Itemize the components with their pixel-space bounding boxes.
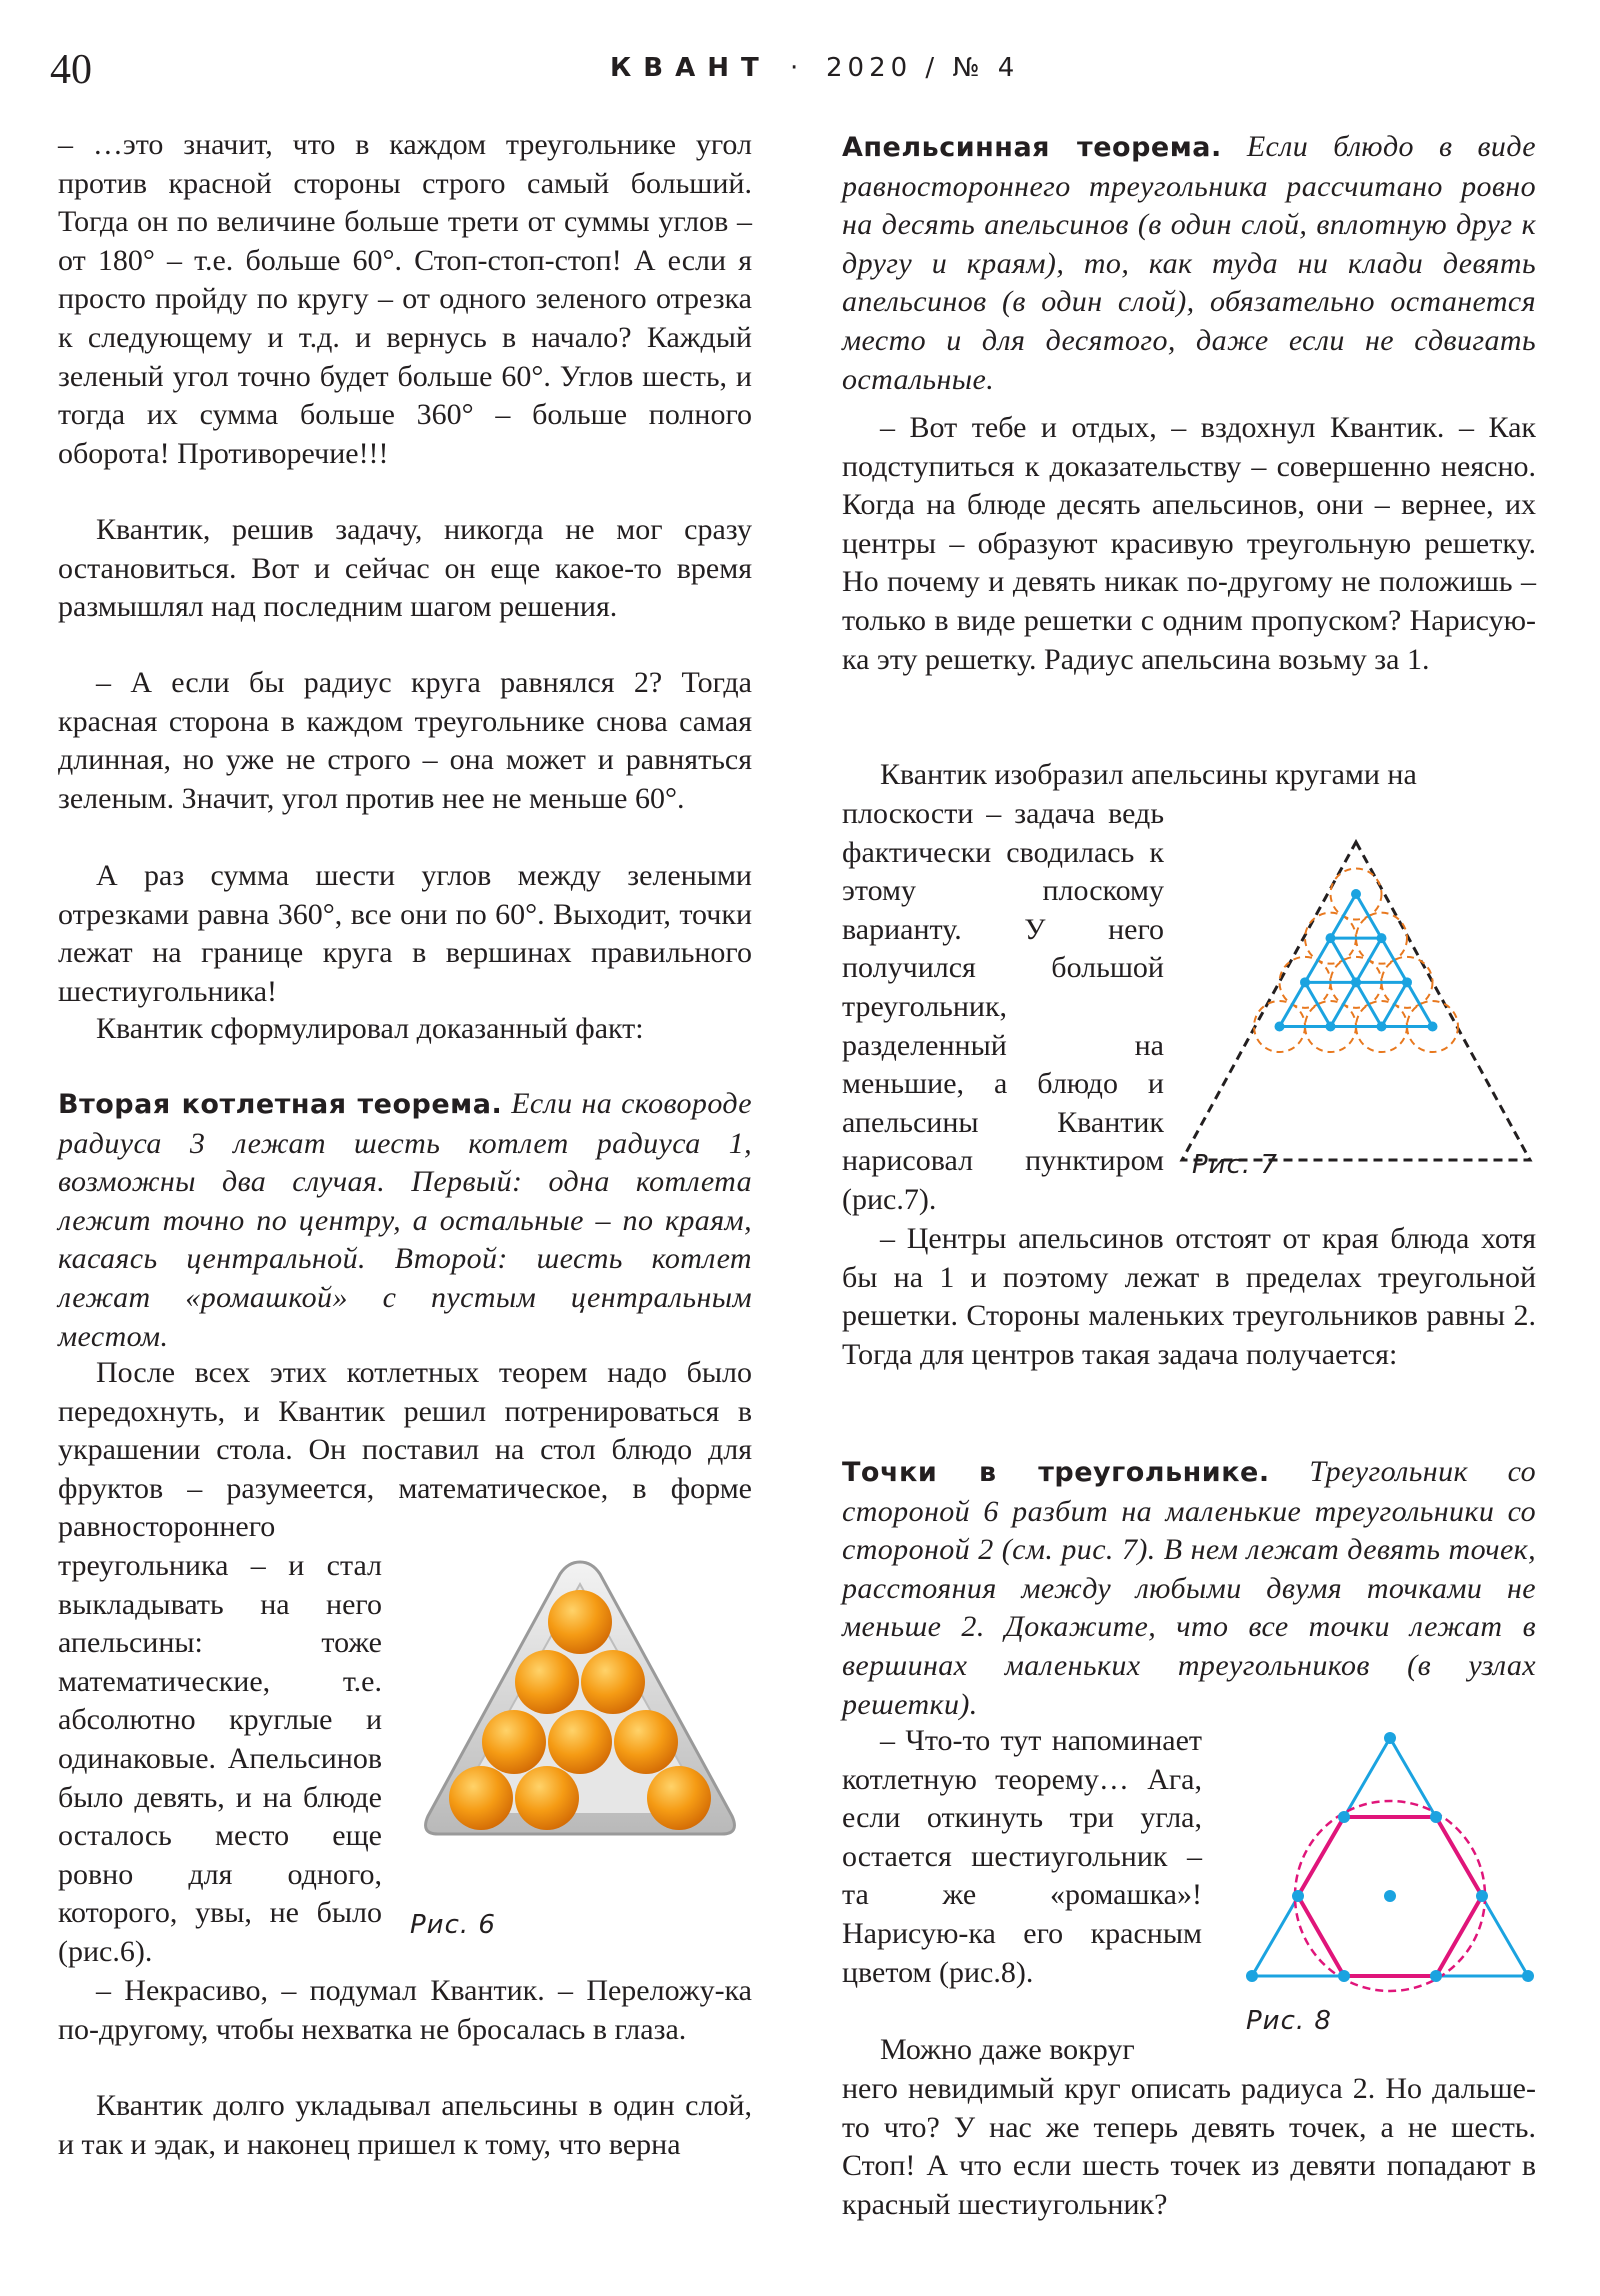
theorem-orange-title: Апельсинная теорема. [842,132,1222,163]
left-paragraph-5: Квантик сформулировал доказанный факт: [96,1012,644,1045]
theorem-orange-text: Если блюдо в виде равностороннего треугольника рассчитано ровно на десять апельсинов (в один слой, вплотную друг к другу и краям), то, как туда ни клади девять апельсинов (в один слой), обязательно останется место и для десятого, даже если не сдвигать остальные. [842,130,1536,396]
left-paragraph-4: А раз сумма шести углов между зелеными отрезками равна 360°, все они по 60°. Выходит, точки лежат на границе круга в вершинах правильного шестиугольника! [58,859,752,1008]
right-paragraph-7: него невидимый круг описать радиуса 2. Но дальше-то что? У нас же теперь девять точек, а не шесть. Стоп! А что если шесть точек из девяти попадают в красный шестиугольник? [842,2072,1536,2221]
figure-8-caption: Рис. 8 [1246,2006,1332,2036]
theorem-points-title: Точки в треугольнике. [842,1457,1270,1488]
orange [548,1590,612,1654]
right-paragraph-6: Можно даже вокруг [880,2033,1135,2066]
right-paragraph-4: – Центры апельсинов отстоят от края блюда хотя бы на 1 и поэтому лежат в пределах треугольной решетки. Стороны маленьких треугольников равны 2. Тогда для центров такая задача получается: [842,1222,1536,1371]
lattice-node [1428,1022,1438,1032]
lattice-line [1382,982,1408,1026]
orange [482,1710,546,1774]
right-paragraph-3: плоскости – задача ведь фактически сводилась к этому плоскому варианту. У него получился большой треугольник, разделенный на меньшие, а блюдо и апельсины Квантик нарисовал пунктиром (рис.7). [842,797,1164,1216]
left-paragraph-7: треугольника – и стал выкладывать на него апельсины: тоже математические, т.е. абсолютно круглые и одинаковые. Апельсинов было девять, и на блюде осталось место еще ровно для одного, которого, увы, не было (рис.6). [58,1549,382,1968]
figure-8-hexagon [1240,1730,1540,2000]
orange [647,1766,711,1830]
orange [614,1710,678,1774]
orange [581,1650,645,1714]
theorem-orange [842,128,1536,399]
left-paragraph-6: После всех этих котлетных теорем надо было передохнуть, и Квантик решил потренироваться в украшении стола. Он поставил на стол блюдо для фруктов – разумеется, математическое, в форме равностороннего [58,1356,752,1544]
node [1384,1732,1396,1744]
lattice-lines [1280,894,1433,1027]
lattice-node [1377,1022,1387,1032]
node [1430,1970,1442,1982]
node [1246,1970,1258,1982]
lattice-node [1300,977,1310,987]
node [1338,1811,1350,1823]
right-paragraph-2: Квантик изобразил апельсины кругами на [880,758,1417,791]
left-paragraph-8: – Некрасиво, – подумал Квантик. – Переложу-ка по-другому, чтобы нехватка не бросалась в глаза. [58,1974,752,2046]
orange [449,1766,513,1830]
figure-7-caption: Рис. 7 [1192,1150,1278,1180]
lattice-node [1275,1022,1285,1032]
lattice-node [1402,977,1412,987]
issue-number: 2020 / № 4 [826,53,1020,83]
header-separator: · [790,53,799,83]
lattice-node [1377,933,1387,943]
lattice-node [1351,889,1361,899]
big-triangle [1252,1738,1528,1976]
figure-6-orange-tray [410,1550,750,1890]
node [1292,1890,1304,1902]
theorem-points [842,1453,1536,1724]
lattice-node [1351,977,1361,987]
left-paragraph-9: Квантик долго укладывал апельсины в один слой, и так и эдак, и наконец пришел к тому, что верна [58,2089,752,2161]
center-node [1384,1890,1396,1902]
node [1338,1970,1350,1982]
right-paragraph-5: – Что-то тут напоминает котлетную теорему… Ага, если откинуть три угла, остается шестиугольник – та же «ромашка»! Нарисую-ка его красным цветом (рис.8). [842,1724,1202,1989]
left-paragraph-3: – А если бы радиус круга равнялся 2? Тогда красная сторона в каждом треугольнике снова самая длинная, но уже не строго – она может и равняться зеленым. Значит, угол против нее не меньше 60°. [58,666,752,815]
journal-title: КВАНТ [610,53,771,83]
lattice-node [1326,933,1336,943]
orange [515,1650,579,1714]
figure-7-triangular-lattice [1160,830,1540,1170]
page-number: 40 [50,47,92,93]
right-paragraph-1: – Вот тебе и отдых, – вздохнул Квантик. – Как подступиться к доказательству – совершенно неясно. Когда на блюде десять апельсинов, они – вернее, их центры – образуют красивую треугольную решетку. Но почему и девять никак по-другому не положишь – только в виде решетки с одним пропуском? Нарисую-ка эту решетку. Радиус апельсина возьму за 1. [842,411,1536,676]
theorem-cutlet-2 [58,1085,752,1356]
figure-6-caption: Рис. 6 [410,1910,496,1940]
node [1522,1970,1534,1982]
left-paragraph-2: Квантик, решив задачу, никогда не мог сразу остановиться. Вот и сейчас он еще какое-то время размышлял над последним шагом решения. [58,513,752,624]
theorem-points-text: Треугольник со стороной 6 разбит на маленькие треугольники со стороной 2 (см. рис. 7). В нем лежат девять точек, расстояния между любыми двумя точками не меньше 2. Докажите, что все точки лежат в вершинах маленьких треугольников (в узлах решетки). [842,1455,1536,1721]
orange [548,1710,612,1774]
left-paragraph-1: – …это значит, что в каждом треугольнике угол против красной стороны строго самый больший. Тогда он по величине больше трети от суммы углов – от 180° – т.е. больше 60°. Стоп-стоп-стоп! А если я просто пройду по кругу – от одного зеленого отрезка к следующему и т.д. и вернусь в начало? Каждый зеленый угол точно будет больше 60°. Углов шесть, и тогда их сумма больше 360° – больше полного оборота! Противоречие!!! [58,128,752,470]
hexagon-points [1246,1732,1534,1982]
lattice-node [1326,1022,1336,1032]
node [1430,1811,1442,1823]
orange [515,1766,579,1830]
theorem-cutlet-2-text: Если на сковороде радиуса 3 лежат шесть котлет радиуса 1, возможны два случая. Первый: одна котлета лежит точно по центру, а остальные – по краям, касаясь центральной. Второй: шесть котлет лежат «ромашкой» с пустым центральным местом. [58,1087,752,1353]
node [1476,1890,1488,1902]
lattice-line [1305,982,1331,1026]
theorem-cutlet-2-title: Вторая котлетная теорема. [58,1089,503,1120]
